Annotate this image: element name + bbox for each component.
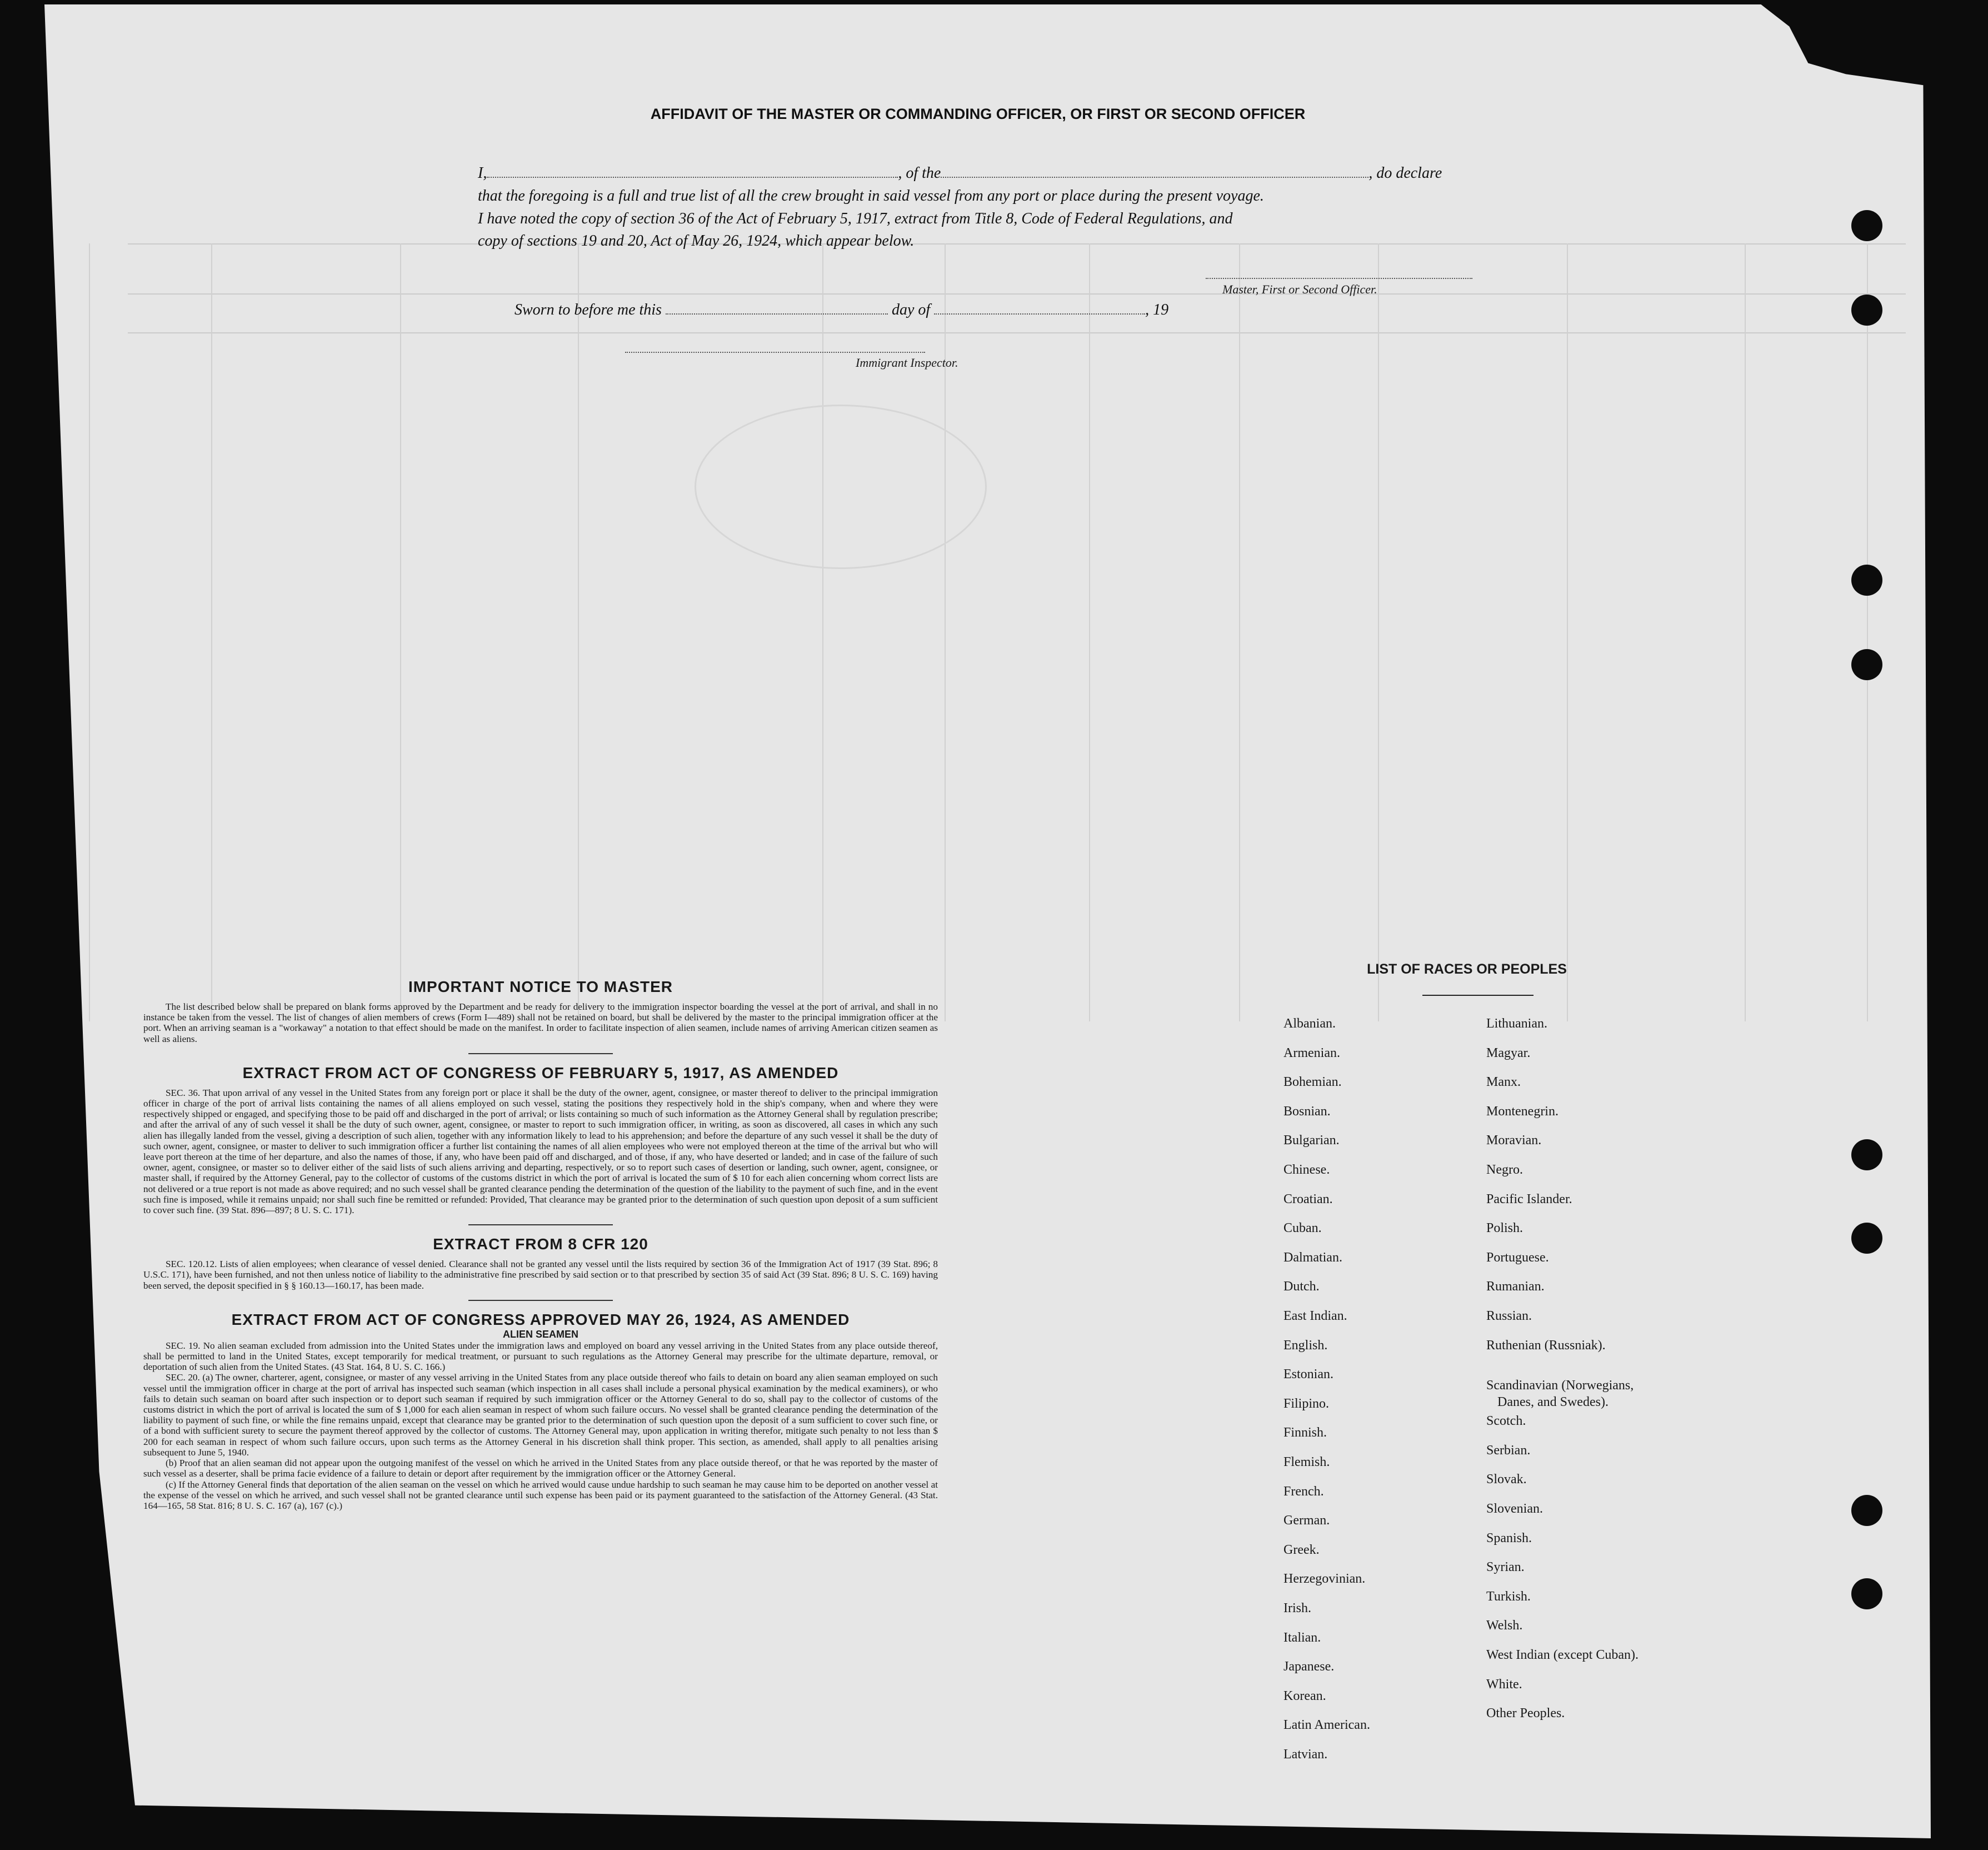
race-item: Syrian. [1486, 1560, 1525, 1575]
race-item: Pacific Islander. [1486, 1191, 1572, 1206]
race-item: Cuban. [1283, 1221, 1322, 1236]
bleed-through-background [44, 4, 1931, 1838]
punch-hole [1851, 1139, 1882, 1170]
race-item: Other Peoples. [1486, 1706, 1565, 1721]
race-item: West Indian (except Cuban). [1486, 1648, 1639, 1662]
bleed-through-column [1378, 243, 1379, 1021]
race-item: Spanish. [1486, 1530, 1532, 1545]
race-item: Slovak. [1486, 1472, 1527, 1487]
race-item: Greek. [1283, 1542, 1320, 1557]
sworn-day-field[interactable] [666, 313, 888, 315]
race-item: Danes, and Swedes). [1497, 1395, 1609, 1410]
race-item: Korean. [1283, 1688, 1326, 1703]
punch-hole [1851, 295, 1882, 326]
races-title: LIST OF RACES OR PEOPLES [1367, 961, 1567, 977]
bleed-through-rule [128, 332, 1906, 333]
race-item: Manx. [1486, 1075, 1521, 1090]
sworn-day-of-label: day of [891, 301, 931, 318]
race-item: Latvian. [1283, 1747, 1328, 1762]
race-item: Finnish. [1283, 1425, 1327, 1440]
race-item: Negro. [1486, 1163, 1523, 1177]
race-item: East Indian. [1283, 1309, 1347, 1323]
bleed-through-column [1239, 243, 1240, 1021]
bleed-through-column [578, 243, 579, 1021]
bleed-through-column [400, 243, 401, 1021]
notice-body: The list described below shall be prepared on blank forms approved by the Department and be ready for delivery to the immigration inspector boarding the vessel at the port of arrival, and shall in no instance be taken from the vessel. The list of changes of alien members of crews (Form I—489) shall not be retained on board, but shall be delivered by the master to the principal immigration officer at the port. When an arriving seaman is a "workaway" a notation to that effect should be made on the manifest. In order to facilitate inspection of alien seamen, include names of arriving American citizen seamen as well as aliens. [143, 1001, 938, 1044]
affidavit-i-label: I, [478, 164, 487, 182]
officer-signature-label: Master, First or Second Officer. [1222, 282, 1377, 296]
punch-hole [1851, 210, 1882, 241]
race-item: Bulgarian. [1283, 1133, 1340, 1148]
bleed-through-rule [128, 243, 1906, 245]
bleed-through-column [1089, 243, 1090, 1021]
extract-1917-title: EXTRACT FROM ACT OF CONGRESS OF FEBRUARY 5, 1917, AS AMENDED [242, 1064, 839, 1081]
sworn-label: Sworn to before me this [515, 301, 662, 318]
race-item: Slovenian. [1486, 1502, 1543, 1516]
extract-1924-subtitle: ALIEN SEAMEN [502, 1328, 578, 1340]
race-item: Magyar. [1486, 1045, 1531, 1060]
affidavit-declaration-line [478, 164, 1442, 182]
race-item: Irish. [1283, 1601, 1311, 1615]
extract-cfr-body: SEC. 120.12. Lists of alien employees; when clearance of vessel denied. Clearance shall not be granted any vessel until the lists required by section 36 of the Immigration Act of 1917 (39 Stat. 896; 8 U.S.C. 171), have been furnished, and not then unless notice of liability to the administrative fine prescribed by said section or to that prescribed by section 35 of said Act (39 Stat. 896; 8 U. S. C. 169) having been served, the deposit specified in § § 160.13—160.17, has been made. [143, 1259, 938, 1291]
bleed-through-column [89, 243, 90, 1021]
extract-cfr-title: EXTRACT FROM 8 CFR 120 [433, 1235, 648, 1253]
race-item: Scandinavian (Norwegians, [1486, 1378, 1634, 1393]
inspector-signature-field[interactable] [625, 352, 925, 353]
race-item: Estonian. [1283, 1367, 1333, 1382]
race-item: Moravian. [1486, 1133, 1542, 1148]
officer-name-field[interactable] [487, 177, 898, 178]
bleed-through-column [1745, 243, 1746, 1021]
race-item: Serbian. [1486, 1443, 1531, 1458]
bleed-through-stamp [695, 405, 987, 569]
race-item: Croatian. [1283, 1191, 1333, 1206]
sworn-year-label: , 19 [1145, 301, 1169, 318]
affidavit-declare-label: , do declare [1368, 164, 1442, 182]
notices-section [143, 978, 938, 1511]
bleed-through-column [211, 243, 212, 1021]
manifest-sheet [44, 4, 1931, 1838]
bleed-through-rule [128, 293, 1906, 295]
extract-1924-sec20a: SEC. 20. (a) The owner, charterer, agent, consignee, or master of any vessel arriving in the United States from any place outside thereof who fails to detain on board any alien seaman employed on such vessel until the immigration officer in charge at the port of arrival has inspected such seaman (which inspection in all cases shall include a personal physical examination by the medical examiners), or who fails to detain such seaman on board after such inspection or to deport such seaman if required by such immigration officer or the Attorney General to do so, shall pay to the collector of customs of the customs district in which the port of arrival is located the sum of $ 1,000 for each alien seaman in respect of whom such failure occurs. No vessel shall be granted clearance pending the determination of the liability to payment of such fine, or while the fine remains unpaid, except that clearance may be granted prior to the determination of such question upon the deposit of a sum sufficient to cover such fine, or of a bond with sufficient surety to secure the payment thereof approved by the collector of customs. The Attorney General may, upon application in writing therefor, mitigate such penalty to not less than $ 200 for each seaman in respect of whom such failure occurs, upon such terms as the Attorney General in his discretion shall think proper. This section, as amended, shall apply to all penalties arising subsequent to June 5, 1940. [143, 1372, 938, 1458]
race-item: Montenegrin. [1486, 1104, 1559, 1119]
race-item: Ruthenian (Russniak). [1486, 1338, 1606, 1353]
extract-1924-sec20c: (c) If the Attorney General finds that deportation of the alien seaman on the vessel on which he arrived would cause undue hardship to such seaman he may cause him to be deported on another vessel at the expense of the vessel on which he arrived, and such vessel shall not be granted clearance until such expense has been paid or its payment guaranteed to the satisfaction of the Attorney General. (43 Stat. 164—165, 58 Stat. 816; 8 U. S. C. 167 (a), 167 (c).) [143, 1479, 938, 1511]
race-item: Japanese. [1283, 1659, 1335, 1674]
race-item: Filipino. [1283, 1396, 1330, 1411]
extract-1924-sec19: SEC. 19. No alien seaman excluded from admission into the United States under the immigration laws and employed on board any vessel arriving in the United States from any place outside thereof, shall be permitted to land in the United States, except temporarily for medical treatment, or pursuant to such regulations as the Attorney General may prescribe for the ultimate departure, removal, or deportation of such alien from the United States. (43 Stat. 164, 8 U. S. C. 166.) [143, 1340, 938, 1373]
race-item: Lithuanian. [1486, 1016, 1547, 1031]
race-item: Armenian. [1283, 1045, 1340, 1060]
race-item: Chinese. [1283, 1163, 1330, 1177]
officer-signature-field[interactable] [1206, 278, 1472, 279]
section-divider [468, 1053, 613, 1054]
race-item: Albanian. [1283, 1016, 1336, 1031]
sworn-month-field[interactable] [934, 313, 1145, 315]
race-item: Bosnian. [1283, 1104, 1331, 1119]
race-item: Latin American. [1283, 1718, 1370, 1733]
affidavit-of-the-label: , of the [898, 164, 941, 182]
affidavit-text-line: I have noted the copy of section 36 of the Act of February 5, 1917, extract from Title 8, Code of Federal Regulations, and [478, 210, 1233, 227]
punch-hole [1851, 1223, 1882, 1254]
punch-hole [1851, 565, 1882, 596]
bleed-through-column [1867, 243, 1868, 1021]
affidavit-title: AFFIDAVIT OF THE MASTER OR COMMANDING OFFICER, OR FIRST OR SECOND OFFICER [650, 106, 1306, 122]
race-item: Herzegovinian. [1283, 1572, 1366, 1587]
race-item: Rumanian. [1486, 1279, 1545, 1294]
race-item: Polish. [1486, 1221, 1524, 1236]
punch-hole [1851, 1578, 1882, 1609]
race-item: Flemish. [1283, 1455, 1330, 1469]
race-item: German. [1283, 1513, 1330, 1528]
race-item: Turkish. [1486, 1589, 1531, 1604]
extract-1924-sec20b: (b) Proof that an alien seaman did not appear upon the outgoing manifest of the vessel on which he arrived in the United States from any place outside thereof, or that he was reported by the master of such vessel as a deserter, shall be prima facie evidence of a failure to detain or deport after requirement by the immigration officer or the Attorney General. [143, 1458, 938, 1479]
vessel-name-field[interactable] [941, 177, 1368, 178]
race-item: Bohemian. [1283, 1075, 1342, 1090]
race-item: Russian. [1486, 1309, 1532, 1323]
race-item: Dutch. [1283, 1279, 1320, 1294]
section-divider [468, 1300, 613, 1301]
punch-hole [1851, 1495, 1882, 1526]
race-item: Italian. [1283, 1630, 1321, 1645]
extract-1924-title: EXTRACT FROM ACT OF CONGRESS APPROVED MAY 26, 1924, AS AMENDED [231, 1310, 850, 1328]
race-item: Welsh. [1486, 1618, 1523, 1633]
affidavit-text-line: copy of sections 19 and 20, Act of May 26, 1924, which appear below. [478, 232, 915, 250]
affidavit-text-line: that the foregoing is a full and true list of all the crew brought in said vessel from any port or place during the present voyage. [478, 187, 1264, 205]
races-divider [1422, 995, 1534, 996]
race-item: Portuguese. [1486, 1250, 1549, 1265]
notice-title: IMPORTANT NOTICE TO MASTER [408, 978, 673, 995]
race-item: English. [1283, 1338, 1328, 1353]
inspector-signature-label: Immigrant Inspector. [856, 356, 958, 370]
race-item: White. [1486, 1677, 1522, 1692]
bleed-through-column [822, 243, 823, 1021]
race-item: French. [1283, 1484, 1324, 1499]
race-item: Scotch. [1486, 1414, 1526, 1429]
sworn-line [515, 301, 1168, 319]
bleed-through-column [1567, 243, 1568, 1021]
extract-1917-body: SEC. 36. That upon arrival of any vessel in the United States from any foreign port or place it shall be the duty of the owner, agent, consignee, or master thereof to deliver to the principal immigration officer in charge of the port of arrival lists containing the names of all aliens employed on such vessel, stating the positions they respectively hold in the ship's company, when and where they were respectively shipped or engaged, and specifying those to be paid off and discharged in the port of arrival; or lists containing so much of such information as the Attorney General shall by regulation prescribe; and after the arrival of any of such vessel it shall be the duty of such owner, agent, consignee, or master to report to such immigration officer, in writing, as soon as discovered, all cases in which any such alien has illegally landed from the vessel, giving a description of such alien, together with any information likely to lead to his apprehension; and before the departure of any such vessel it shall be the duty of such owner, agent, consignee, or master to deliver to such immigration officer a further list containing the names of all alien employees who were not employed thereon at the time of the arrival but who will leave port thereon at the time of her departure, and also the names of those, if any, who have been paid off and discharged, and of those, if any, who have deserted or landed; and in case of the failure of such owner, agent, consignee, or master so to deliver either of the said lists of such aliens arriving and departing, respectively, or so to report such cases of desertion or landing, such owner, agent, consignee, or master shall, if required by the Attorney General, pay to the collector of customs of the customs district in which the port of arrival is located the sum of $ 10 for each alien concerning whom correct lists are not delivered or a true report is not made as above required; and no such vessel shall be granted clearance pending the determination of the question of the liability to the payment of such fine, and in the event such fine is imposed, while it remains unpaid; nor shall such fine be remitted or refunded: Provided, That clearance may be granted prior to the determination of such question upon deposit of a sum sufficient to cover such fine. (39 Stat. 896—897; 8 U. S. C. 171). [143, 1087, 938, 1216]
race-item: Dalmatian. [1283, 1250, 1342, 1265]
punch-hole [1851, 649, 1882, 680]
section-divider [468, 1224, 613, 1225]
